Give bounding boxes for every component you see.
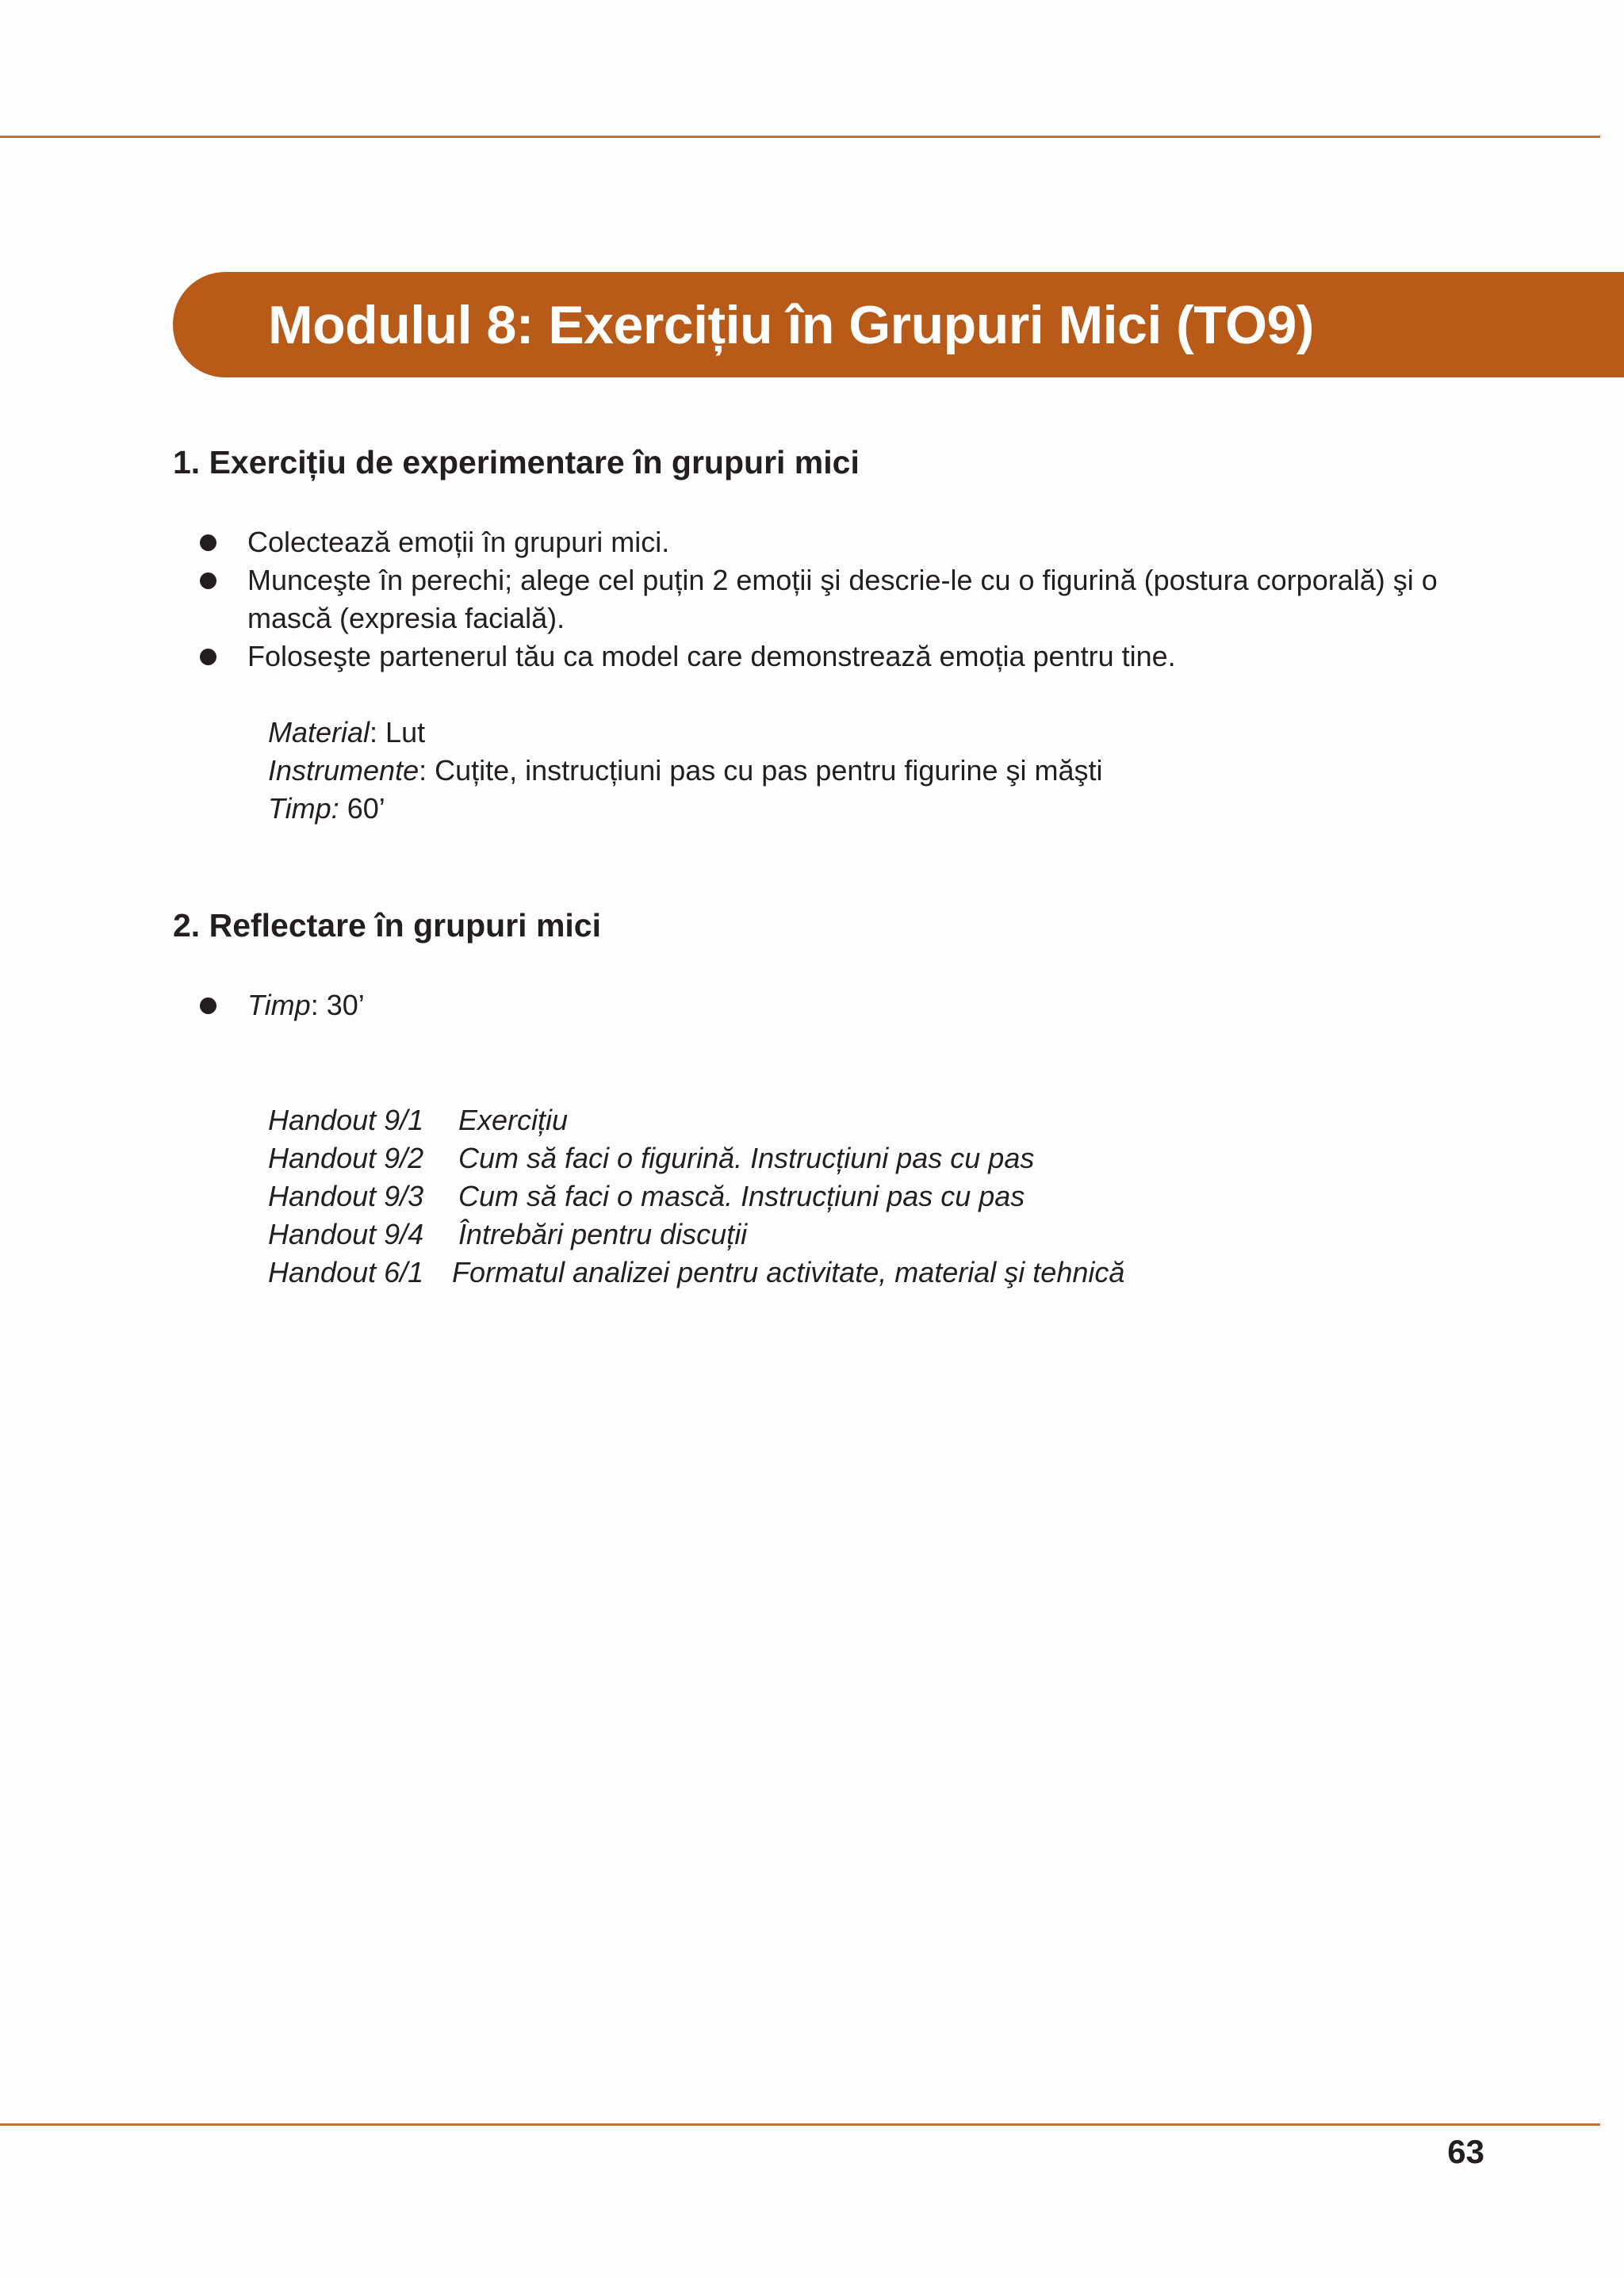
handout-list <box>268 1101 1124 1292</box>
page-title: Modulul 8: Exercițiu în Grupuri Mici (TO9) <box>268 294 1314 355</box>
time-label: Timp <box>247 989 311 1021</box>
time-line <box>268 790 1103 828</box>
handout-title: Exercițiu <box>458 1104 569 1136</box>
module-banner <box>173 272 1624 377</box>
list-item <box>197 561 1529 637</box>
material-label: Material <box>268 716 370 748</box>
handout-title: Cum să faci o mască. Instrucțiuni pas cu pas <box>458 1180 1025 1212</box>
list-item <box>197 986 1529 1024</box>
bullet-icon <box>200 572 216 589</box>
handout-code: Handout 9/4 <box>268 1218 424 1250</box>
instruments-value: : Cuțite, instrucțiuni pas cu pas pentru figurine şi măşti <box>419 754 1103 787</box>
instruments-label: Instrumente <box>268 754 419 787</box>
handout-title: Cum să faci o figurină. Instrucțiuni pas cu pas <box>458 1142 1035 1174</box>
handout-title: Formatul analizei pentru activitate, material şi tehnică <box>452 1256 1125 1288</box>
handout-code: Handout 9/1 <box>268 1104 424 1136</box>
handout-code: Handout 6/1 <box>268 1256 424 1288</box>
bullet-icon <box>200 649 216 665</box>
handout-code: Handout 9/2 <box>268 1142 424 1174</box>
top-rule <box>0 136 1600 138</box>
bullet-icon <box>200 997 216 1014</box>
handout-row <box>268 1139 1124 1177</box>
activity-details <box>268 714 1103 828</box>
handout-title: Întrebări pentru discuții <box>458 1218 748 1250</box>
bottom-rule <box>0 2123 1600 2126</box>
handout-row <box>268 1101 1124 1139</box>
handout-code: Handout 9/3 <box>268 1180 424 1212</box>
bullet-icon <box>200 534 216 551</box>
material-value: : Lut <box>370 716 426 748</box>
time-value: 60’ <box>339 792 385 825</box>
page-number: 63 <box>1447 2133 1484 2170</box>
section-1-heading: 1. Exercițiu de experimentare în grupuri mici <box>173 444 860 480</box>
material-line <box>268 714 1103 752</box>
section-2-bullet-list <box>197 986 1529 1024</box>
list-item <box>197 523 1529 561</box>
handout-row <box>268 1216 1124 1254</box>
time-label: Timp: <box>268 792 339 825</box>
bullet-text: Colectează emoții în grupuri mici. <box>247 526 670 558</box>
section-1-bullet-list <box>197 523 1529 676</box>
bullet-text: Munceşte în perechi; alege cel puțin 2 emoții şi descrie-le cu o figurină (postura corporală) şi o mască (expresia facială). <box>247 564 1438 634</box>
bullet-text: Foloseşte partenerul tău ca model care demonstrează emoția pentru tine. <box>247 640 1176 672</box>
handout-row <box>268 1177 1124 1216</box>
instruments-line <box>268 752 1103 790</box>
handout-row <box>268 1254 1124 1292</box>
section-2-heading: 2. Reflectare în grupuri mici <box>173 907 601 944</box>
list-item <box>197 637 1529 676</box>
time-value: : 30’ <box>310 989 365 1021</box>
